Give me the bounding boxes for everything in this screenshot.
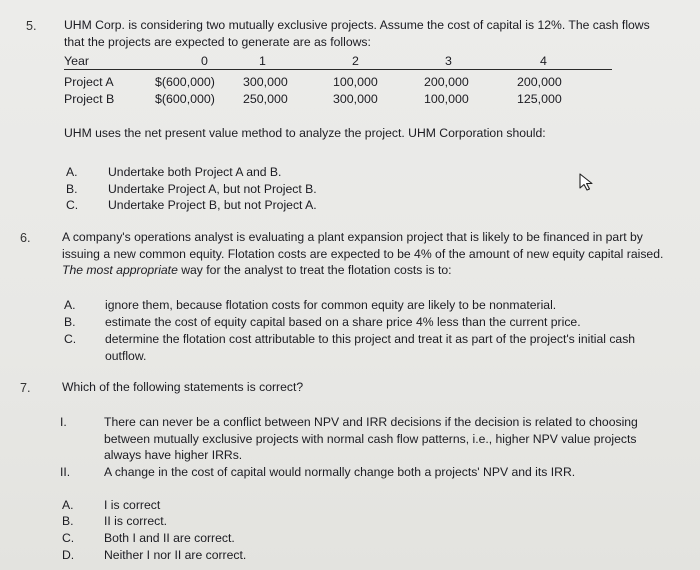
q6-stem-line2: issuing a new common equity. Flotation costs are expected to be 4% of the amount of new equity capital raised. xyxy=(62,247,664,261)
q5-method-text: UHM uses the net present value method to analyze the project. UHM Corporation should: xyxy=(64,126,546,140)
q5-stem-line1: UHM Corp. is considering two mutually exclusive projects. Assume the cost of capital is 12%. The cash flows xyxy=(64,18,650,32)
table-row-a-label: Project A xyxy=(64,75,114,89)
q7-statement-1-line1: There can never be a conflict between NPV and IRR decisions if the decision is related to choosing xyxy=(104,415,638,429)
table-row-b-y1: 250,000 xyxy=(243,92,288,106)
table-header-rule xyxy=(64,69,612,70)
table-row-b-y3: 100,000 xyxy=(424,92,469,106)
q5-number: 5. xyxy=(26,19,37,33)
table-row-b-y0: $(600,000) xyxy=(155,92,215,106)
q7-statement-2-roman: II. xyxy=(60,465,71,479)
q6-emphasis: The most appropriate xyxy=(62,263,178,277)
q7-option-b-text[interactable]: II is correct. xyxy=(104,514,167,528)
q6-option-b-text[interactable]: estimate the cost of equity capital based on a share price 4% less than the current price. xyxy=(105,315,581,329)
table-header-year: Year xyxy=(64,54,90,68)
table-row-a-y2: 100,000 xyxy=(333,75,378,89)
q5-option-c-text[interactable]: Undertake Project B, but not Project A. xyxy=(108,198,317,212)
q7-option-c-letter: C. xyxy=(62,531,75,545)
q5-option-b-text[interactable]: Undertake Project A, but not Project B. xyxy=(108,182,317,196)
q6-option-a-letter: A. xyxy=(64,298,76,312)
table-row-a-y0: $(600,000) xyxy=(155,75,215,89)
table-row-a-y1: 300,000 xyxy=(243,75,288,89)
q6-stem-line1: A company's operations analyst is evaluating a plant expansion project that is likely to be financed in part by xyxy=(62,230,643,244)
q5-option-b-letter: B. xyxy=(66,182,78,196)
q5-stem-line2: that the projects are expected to generate are as follows: xyxy=(64,35,371,49)
q6-option-a-text[interactable]: ignore them, because flotation costs for common equity are likely to be nonmaterial. xyxy=(105,298,557,312)
q7-statement-2-line1: A change in the cost of capital would normally change both a projects' NPV and its IRR. xyxy=(104,465,576,479)
q6-stem-line3 xyxy=(62,263,452,278)
q6-option-c-text-line2[interactable]: outflow. xyxy=(105,349,147,363)
table-header-year-2: 2 xyxy=(352,54,359,68)
q7-option-c-text[interactable]: Both I and II are correct. xyxy=(104,531,235,545)
table-header-year-4: 4 xyxy=(540,54,547,68)
table-row-a-y4: 200,000 xyxy=(517,75,562,89)
q6-stem-line3-rest: way for the analyst to treat the flotation costs is to: xyxy=(177,263,452,277)
q7-statement-1-line3: always have higher IRRs. xyxy=(104,448,243,462)
table-row-a-y3: 200,000 xyxy=(424,75,469,89)
q7-option-a-letter: A. xyxy=(62,498,74,512)
q7-option-a-text[interactable]: I is correct xyxy=(104,498,161,512)
q7-option-b-letter: B. xyxy=(62,514,74,528)
table-header-year-0: 0 xyxy=(201,54,208,68)
q7-statement-1-line2: between mutually exclusive projects with normal cash flow patterns, i.e., higher NPV value projects xyxy=(104,432,637,446)
table-header-year-1: 1 xyxy=(259,54,266,68)
q5-option-a-letter: A. xyxy=(66,165,78,179)
q7-option-d-letter: D. xyxy=(62,548,75,562)
q6-option-c-letter: C. xyxy=(64,332,77,346)
table-row-b-y2: 300,000 xyxy=(333,92,378,106)
table-row-b-y4: 125,000 xyxy=(517,92,562,106)
table-header-year-3: 3 xyxy=(445,54,452,68)
q7-statement-1-roman: I. xyxy=(60,415,67,429)
q6-option-b-letter: B. xyxy=(64,315,76,329)
q6-option-c-text-line1[interactable]: determine the flotation cost attributable to this project and treat it as part of the project's initial cash xyxy=(105,332,636,346)
q6-number: 6. xyxy=(20,231,31,245)
q7-number: 7. xyxy=(20,381,31,395)
q5-option-c-letter: C. xyxy=(66,198,79,212)
q5-option-a-text[interactable]: Undertake both Project A and B. xyxy=(108,165,282,179)
table-row-b-label: Project B xyxy=(64,92,115,106)
pointer-cursor-icon xyxy=(578,172,596,192)
q7-question: Which of the following statements is correct? xyxy=(62,380,304,394)
q7-option-d-text[interactable]: Neither I nor II are correct. xyxy=(104,548,247,562)
